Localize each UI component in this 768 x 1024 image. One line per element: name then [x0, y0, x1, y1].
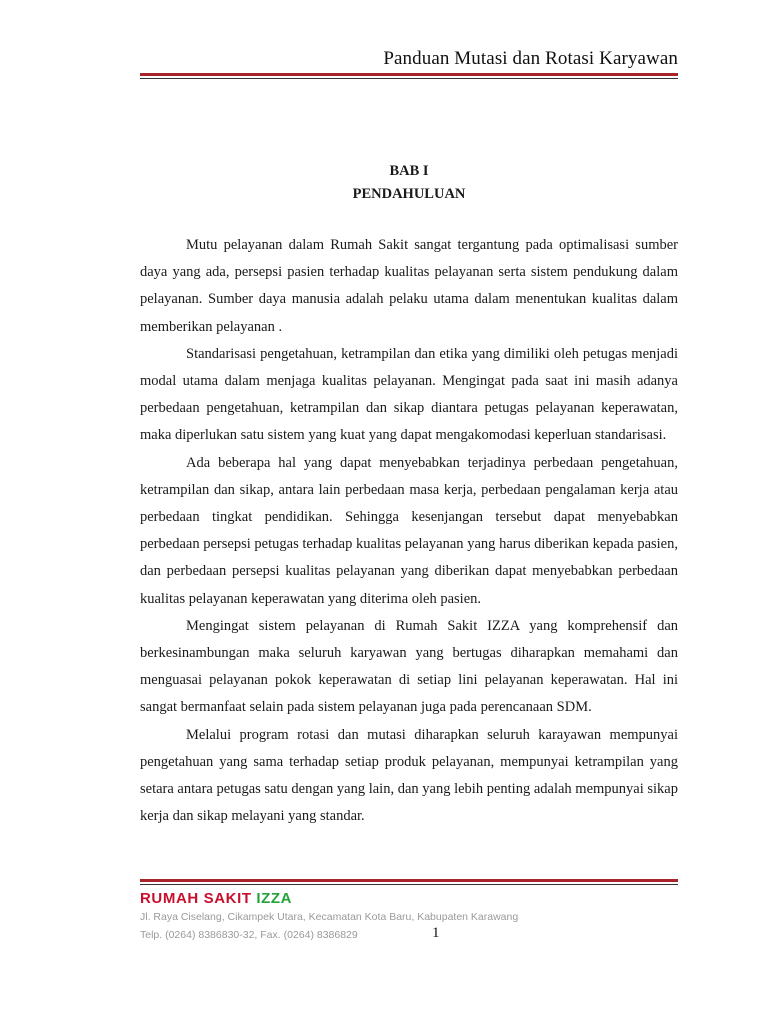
footer-phone: Telp. (0264) 8386830-32, Fax. (0264) 8386829 [140, 929, 358, 941]
footer-org-name [140, 890, 292, 907]
header-divider [140, 73, 678, 79]
footer-address: Jl. Raya Ciselang, Cikampek Utara, Kecamatan Kota Baru, Kabupaten Karawang [140, 911, 519, 923]
page-number: 1 [432, 925, 440, 941]
header-divider-thin [140, 78, 678, 79]
paragraph: Standarisasi pengetahuan, ketrampilan dan etika yang dimiliki oleh petugas menjadi modal utama dalam menjaga kualitas pelayanan. Mengingat pada saat ini masih adanya perbedaan pengetahuan, ketrampilan dan sikap diantara petugas pelayanan keperawatan, maka diperlukan satu sistem yang kuat yang dapat mengakomodasi keperluan standarisasi. [140, 345, 678, 444]
chapter-title: PENDAHULUAN [352, 186, 466, 202]
footer-divider [140, 879, 678, 885]
paragraph: Mutu pelayanan dalam Rumah Sakit sangat tergantung pada optimalisasi sumber daya yang ada, persepsi pasien terhadap kualitas pelayanan serta sistem pendukung dalam pelayanan. Sumber daya manusia adalah pelaku utama dalam menentukan kualitas dalam memberikan pelayanan . [140, 237, 678, 335]
page-header-title: Panduan Mutasi dan Rotasi Karyawan [383, 48, 678, 69]
footer-divider-thick [140, 879, 678, 882]
chapter-number: BAB I [389, 163, 429, 179]
body-text [140, 232, 678, 830]
header-divider-thick [140, 73, 678, 76]
paragraph: Mengingat sistem pelayanan di Rumah Sakit IZZA yang komprehensif dan berkesinambungan maka seluruh karyawan yang bertugas diharapkan memahami dan menguasai pelayanan pokok keperawatan di setiap lini pelayanan keperawatan. Hal ini sangat bermanfaat selain pada sistem pelayanan juga pada perencanaan SDM. [140, 617, 678, 716]
paragraph: Melalui program rotasi dan mutasi diharapkan seluruh karayawan mempunyai pengetahuan yang sama terhadap setiap produk pelayanan, mempunyai ketrampilan yang setara antara petugas satu dengan yang lain, dan yang lebih penting adalah mempunyai sikap kerja dan sikap melayani yang standar. [140, 726, 678, 825]
footer-org-name-part2: IZZA [256, 890, 293, 907]
footer-org-name-part1: RUMAH SAKIT [140, 890, 252, 907]
footer-divider-thin [140, 884, 678, 885]
paragraph: Ada beberapa hal yang dapat menyebabkan terjadinya perbedaan pengetahuan, ketrampilan dan sikap, antara lain perbedaan masa kerja, perbedaan pengalaman kerja atau perbedaan tingkat pendidikan. Sehingga kesenjangan tersebut dapat menyebabkan perbedaan persepsi petugas terhadap kualitas pelayanan yang harus diberikan kepada pasien, dan perbedaan persepsi kualitas pelayanan yang diberikan dapat menyebabkan perbedaan kualitas pelayanan keperawatan yang diterima oleh pasien. [140, 454, 678, 607]
